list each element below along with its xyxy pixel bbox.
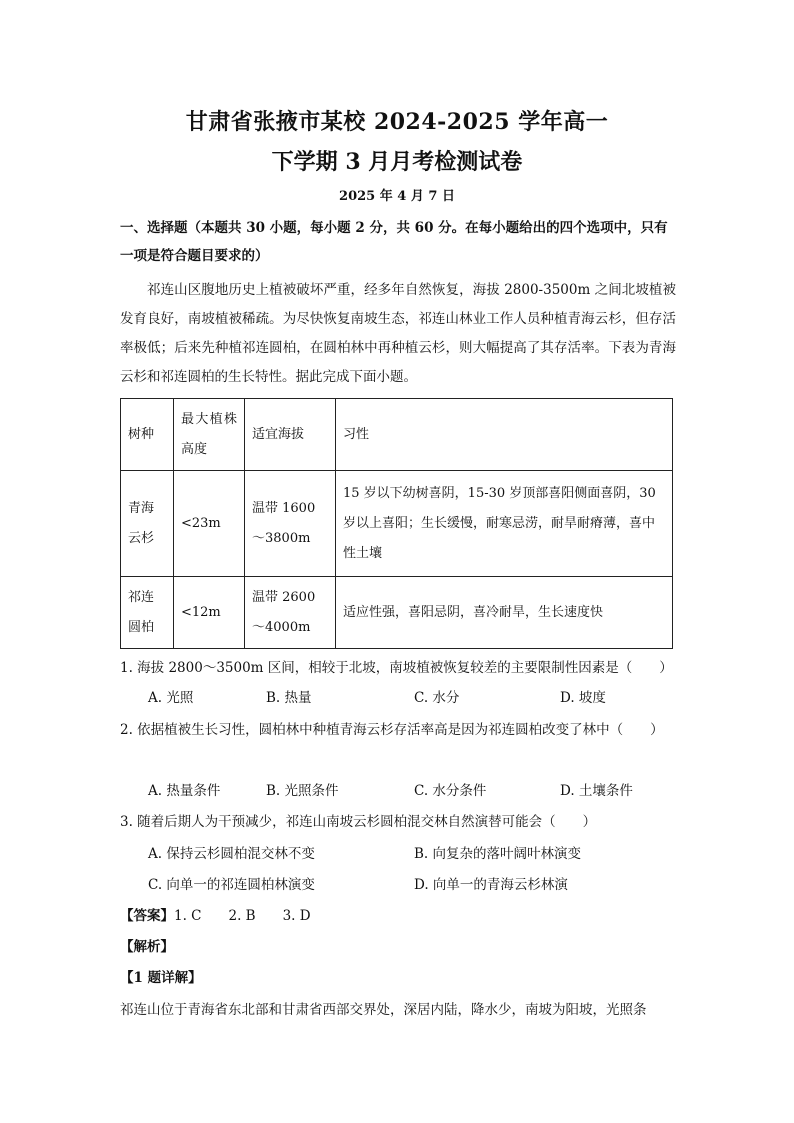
- table-header-cell: 习性: [336, 399, 673, 471]
- table-cell: 温带 1600～3800m: [245, 471, 336, 577]
- table-cell: <12m: [174, 577, 245, 649]
- exam-date: 2025 年 4 月 7 日: [339, 189, 455, 204]
- table-cell: <23m: [174, 471, 245, 577]
- reading-passage: 祁连山区腹地历史上植被破坏严重，经多年自然恢复，海拔 2800-3500m 之间北坡植被发育良好，南坡植被稀疏。为尽快恢复南坡生态，祁连山林业工作人员种植青海云杉，但存活率极低；后来先种植祁连圆柏，在圆柏林中再种植云杉，则大幅提高了其存活率。下表为青海云杉和祁连圆柏的生长特性。据此完成下面小题。: [120, 282, 676, 385]
- section-heading: 一、选择题（本题共 30 小题，每小题 2 分，共 60 分。在每小题给出的四个选项中，只有一项是符合题目要求的）: [120, 220, 668, 264]
- table-header-cell: 树种: [121, 399, 174, 471]
- answer-text: 1. C 2. B 3. D: [174, 908, 311, 924]
- question-2-option-a: A. 热量条件: [148, 783, 221, 799]
- tree-characteristics-table: [120, 398, 673, 649]
- question-3-option-b: B. 向复杂的落叶阔叶林演变: [414, 846, 582, 862]
- question-2-stem: 2. 依据植被生长习性，圆柏林中种植青海云杉存活率高是因为祁连圆柏改变了林中（ ）: [120, 722, 664, 738]
- answer-line: [120, 902, 676, 930]
- exam-title-line2: 下学期 3 月月考检测试卷: [271, 149, 523, 175]
- question-3-option-d: D. 向单一的青海云杉林演: [414, 877, 568, 893]
- question-1-option-a: A. 光照: [148, 690, 194, 706]
- table-cell: 青海云杉: [121, 471, 174, 577]
- detail-label: 【1 题详解】: [120, 970, 202, 986]
- question-2-option-d: D. 土壤条件: [560, 783, 633, 799]
- table-cell: 15 岁以下幼树喜阴，15-30 岁顶部喜阳侧面喜阴，30 岁以上喜阳；生长缓慢，耐寒忌涝，耐旱耐瘠薄，喜中性土壤: [336, 471, 673, 577]
- question-1-stem: 1. 海拔 2800～3500m 区间，相较于北坡，南坡植被恢复较差的主要限制性因素是（ ）: [120, 660, 673, 676]
- question-1-option-c: C. 水分: [414, 690, 460, 706]
- table-cell: 适应性强，喜阳忌阴，喜冷耐旱，生长速度快: [336, 577, 673, 649]
- detail-text: 祁连山位于青海省东北部和甘肃省西部交界处，深居内陆，降水少，南坡为阳坡，光照条: [120, 1002, 647, 1018]
- question-1-option-d: D. 坡度: [560, 690, 606, 706]
- analysis-label: 【解析】: [120, 939, 174, 955]
- question-2-option-c: C. 水分条件: [414, 783, 487, 799]
- answer-label: 【答案】: [120, 908, 174, 924]
- table-cell: 祁连圆柏: [121, 577, 174, 649]
- question-3-option-c: C. 向单一的祁连圆柏林演变: [148, 877, 315, 893]
- question-3-option-a: A. 保持云杉圆柏混交林不变: [148, 846, 315, 862]
- question-3-stem: 3. 随着后期人为干预减少，祁连山南坡云杉圆柏混交林自然演替可能会（ ）: [120, 814, 597, 830]
- table-cell: 温带 2600～4000m: [245, 577, 336, 649]
- table-header-cell: 最大植株高度: [174, 399, 245, 471]
- table-header-cell: 适宜海拔: [245, 399, 336, 471]
- question-2-option-b: B. 光照条件: [266, 783, 339, 799]
- table-row: [121, 471, 673, 577]
- exam-title-line1: 甘肃省张掖市某校 2024-2025 学年高一: [185, 109, 609, 135]
- question-1-option-b: B. 热量: [266, 690, 312, 706]
- table-row: [121, 577, 673, 649]
- table-header-row: [121, 399, 673, 471]
